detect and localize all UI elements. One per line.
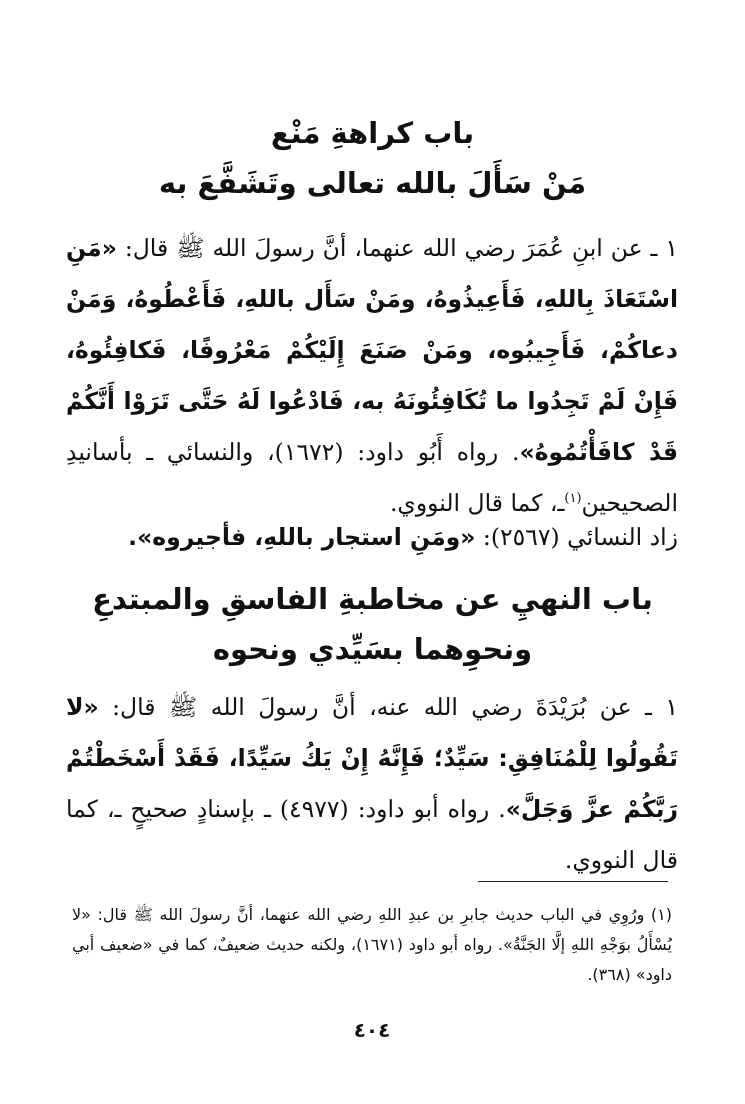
section2-title-line1: باب النهيِ عن مخاطبةِ الفاسقِ والمبتدعِ	[92, 582, 653, 616]
section1-hadith-end: ـ، كما قال النووي.	[389, 489, 565, 517]
section1-addition-text: «ومَنِ استجار باللهِ، فأجيروه».	[128, 523, 476, 551]
page-number: ٤٠٤	[353, 1018, 391, 1042]
section2-hadith-paragraph	[66, 682, 678, 886]
footnote-divider	[478, 881, 668, 882]
section1-hadith-paragraph	[66, 223, 678, 529]
section1-title-line2: مَنْ سَأَلَ بالله تعالى وتَشَفَّعَ به	[158, 166, 587, 200]
section1-hadith-source: . رواه أَبُو داود: (١٦٧٢)، والنسائي ـ بأسانيدِ الصحيحين	[66, 438, 678, 517]
section1-addition-intro: زاد النسائي (٢٥٦٧):	[475, 523, 678, 551]
footnote-reference[interactable]: (١)	[564, 491, 582, 507]
section1-hadith-text: «مَنِ اسْتَعَاذَ بِاللهِ، فَأَعِيذُوهُ، ومَنْ سَأَل باللهِ، فَأَعْطُوهُ، وَمَنْ دعاكُمْ، فَأَجِيبُوه، ومَنْ صَنَعَ إِلَيْكُمْ مَعْرُوفًا، فَكافِئُوهُ، فَإِنْ لَمْ تَجِدُوا ما تُكَافِئُونَهُ به، فَادْعُوا لَهُ حَتَّى تَرَوْا أَنَّكُمْ قَدْ كافَأْتُمُوهُ»	[66, 234, 678, 466]
section2-title-line2: ونحوِهما بسَيِّدي ونحوه	[212, 632, 533, 666]
section1-hadith-intro: ١ ـ عن ابنِ عُمَرَ رضي الله عنهما، أنَّ رسولَ الله ﷺ قال:	[116, 234, 678, 262]
footnote-text: (١) ورُوِي في الباب حديث جابرِ بن عبدِ اللهِ رضي الله عنهما، أنَّ رسولَ الله ﷺ قال: «لا يُسْأَلُ بوَجْهِ اللهِ إلَّا الجَنَّةُ». رواه أبو داود (١٦٧١)، ولكنه حديث ضعيفٌ، كما في «ضعيف أبي داود» (٣٦٨).	[72, 905, 673, 984]
section2-hadith-text: «لا تَقُولُوا لِلْمُنَافِقِ: سَيِّدٌ؛ فَإِنَّهُ إِنْ يَكُ سَيِّدًا، فَقَدْ أَسْخَطْتُمْ رَبَّكُمْ عزَّ وَجَلَّ»	[66, 693, 678, 823]
section1-title-line1: باب كراهةِ مَنْع	[270, 116, 475, 150]
section2-hadith-intro: ١ ـ عن بُرَيْدَةَ رضي الله عنه، أنَّ رسولَ الله ﷺ قال:	[98, 693, 678, 721]
section1-addition-paragraph	[66, 512, 678, 563]
section2-hadith-source: . رواه أبو داود: (٤٩٧٧) ـ بإسنادٍ صحيحٍ ـ، كما قال النووي.	[66, 795, 678, 874]
